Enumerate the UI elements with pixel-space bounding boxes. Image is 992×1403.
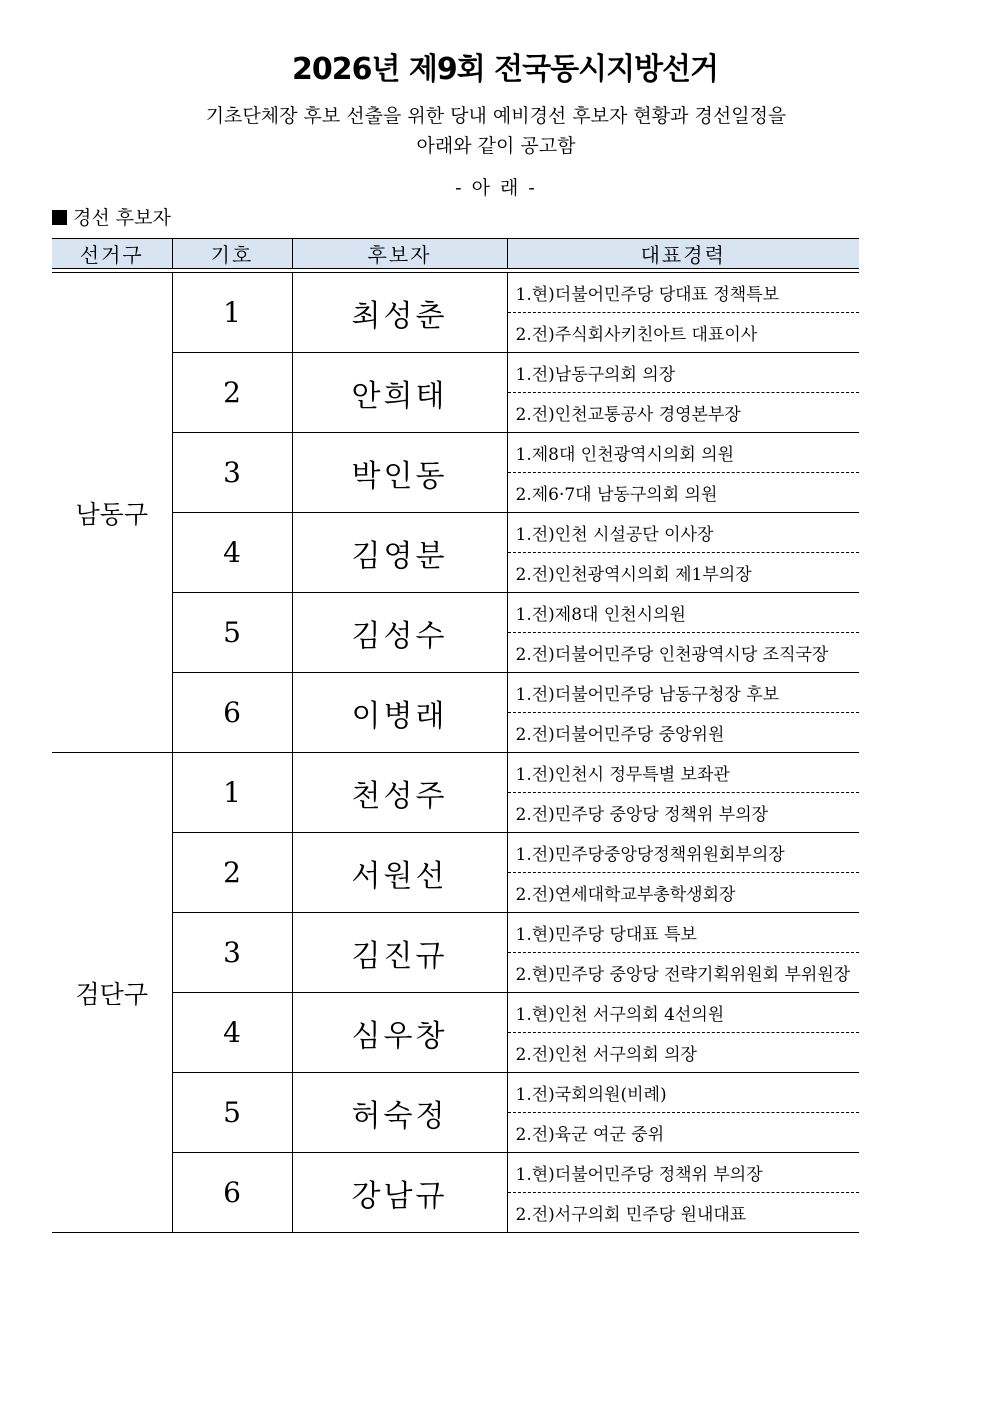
candidate-name: 김성수	[292, 593, 507, 673]
table-row	[52, 753, 859, 793]
section-heading	[52, 203, 171, 230]
candidates-table	[52, 238, 859, 1233]
candidate-name: 안희태	[292, 353, 507, 433]
table-row	[52, 513, 859, 553]
candidate-name: 허숙정	[292, 1073, 507, 1153]
table-row	[52, 673, 859, 713]
table-row	[52, 1073, 859, 1113]
candidate-name: 심우창	[292, 993, 507, 1073]
career-line-1: 1.전)남동구의회 의장	[507, 353, 859, 393]
career-line-2: 2.전)주식회사키친아트 대표이사	[507, 313, 859, 353]
notice-heading: - 아 래 -	[455, 177, 537, 199]
candidate-name: 이병래	[292, 673, 507, 753]
career-line-2: 2.전)육군 여군 중위	[507, 1113, 859, 1153]
career-line-1: 1.현)인천 서구의회 4선의원	[507, 993, 859, 1033]
career-line-2: 2.전)인천광역시의회 제1부의장	[507, 553, 859, 593]
candidate-number: 2	[172, 353, 292, 433]
candidate-number: 1	[172, 273, 292, 353]
candidate-number: 4	[172, 513, 292, 593]
table-body	[52, 269, 859, 1233]
career-line-1: 1.전)더불어민주당 남동구청장 후보	[507, 673, 859, 713]
table-row	[52, 833, 859, 873]
career-line-2: 2.전)인천 서구의회 의장	[507, 1033, 859, 1073]
table-row	[52, 353, 859, 393]
header-number: 기호	[172, 239, 292, 269]
district-cell: 남동구	[52, 273, 172, 753]
table-row	[52, 1153, 859, 1193]
candidate-name: 김진규	[292, 913, 507, 993]
career-line-2: 2.전)연세대학교부총학생회장	[507, 873, 859, 913]
career-line-1: 1.현)더불어민주당 정책위 부의장	[507, 1153, 859, 1193]
candidate-name: 서원선	[292, 833, 507, 913]
subtitle-line-1: 기초단체장 후보 선출을 위한 당내 예비경선 후보자 현황과 경선일정을	[205, 105, 787, 127]
candidate-number: 6	[172, 673, 292, 753]
candidate-number: 6	[172, 1153, 292, 1233]
page-title: 2026년 제9회 전국동시지방선거	[291, 52, 719, 87]
table-row	[52, 593, 859, 633]
career-line-2: 2.전)더불어민주당 인천광역시당 조직국장	[507, 633, 859, 673]
career-line-1: 1.현)민주당 당대표 특보	[507, 913, 859, 953]
career-line-1: 1.전)민주당중앙당정책위원회부의장	[507, 833, 859, 873]
career-line-1: 1.전)제8대 인천시의원	[507, 593, 859, 633]
candidate-name: 강남규	[292, 1153, 507, 1233]
header-district: 선거구	[52, 239, 172, 269]
candidate-name: 천성주	[292, 753, 507, 833]
career-line-1: 1.현)더불어민주당 당대표 정책특보	[507, 273, 859, 313]
candidate-name: 박인동	[292, 433, 507, 513]
career-line-2: 2.현)민주당 중앙당 전략기획위원회 부위원장	[507, 953, 859, 993]
career-line-1: 1.전)국회의원(비례)	[507, 1073, 859, 1113]
square-bullet-icon	[52, 210, 67, 225]
candidate-number: 2	[172, 833, 292, 913]
district-cell: 검단구	[52, 753, 172, 1233]
career-line-2: 2.전)민주당 중앙당 정책위 부의장	[507, 793, 859, 833]
table-row	[52, 913, 859, 953]
career-line-2: 2.전)서구의회 민주당 원내대표	[507, 1193, 859, 1233]
career-line-2: 2.제6·7대 남동구의회 의원	[507, 473, 859, 513]
career-line-2: 2.전)인천교통공사 경영본부장	[507, 393, 859, 433]
career-line-2: 2.전)더불어민주당 중앙위원	[507, 713, 859, 753]
table-header-row	[52, 239, 859, 269]
table-row	[52, 993, 859, 1033]
career-line-1: 1.전)인천 시설공단 이사장	[507, 513, 859, 553]
candidate-number: 1	[172, 753, 292, 833]
candidate-number: 4	[172, 993, 292, 1073]
header-candidate: 후보자	[292, 239, 507, 269]
candidate-name: 김영분	[292, 513, 507, 593]
subtitle-line-2: 아래와 같이 공고함	[416, 135, 576, 157]
candidate-name: 최성춘	[292, 273, 507, 353]
career-line-1: 1.제8대 인천광역시의회 의원	[507, 433, 859, 473]
candidate-number: 5	[172, 593, 292, 673]
candidate-number: 3	[172, 913, 292, 993]
table-row	[52, 273, 859, 313]
section-title: 경선 후보자	[73, 207, 171, 229]
candidate-number: 3	[172, 433, 292, 513]
career-line-1: 1.전)인천시 정무특별 보좌관	[507, 753, 859, 793]
table-row	[52, 433, 859, 473]
header-career: 대표경력	[507, 239, 859, 269]
candidate-number: 5	[172, 1073, 292, 1153]
